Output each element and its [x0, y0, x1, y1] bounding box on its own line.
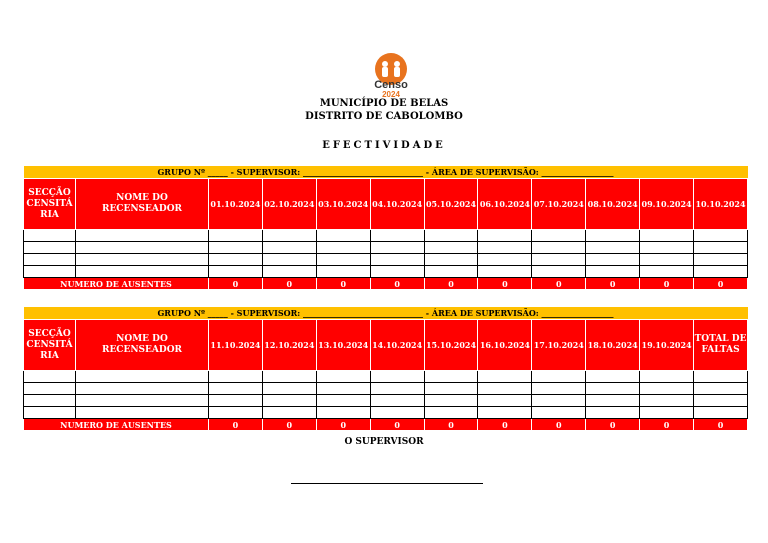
column-header-name: NOME DO RECENSEADOR: [76, 320, 209, 371]
table-row: [24, 254, 748, 266]
table-row: [24, 407, 748, 419]
total-absent-count: 0: [694, 419, 748, 431]
table-row: [24, 266, 748, 278]
absent-count: 0: [370, 419, 424, 431]
absent-count: 0: [424, 278, 478, 290]
table-row: [24, 395, 748, 407]
logo-year: 2024: [382, 90, 400, 98]
table-row: [24, 242, 748, 254]
supervisor-label: O SUPERVISOR: [344, 437, 424, 447]
table-row: [24, 371, 748, 383]
effectiveness-table-1: [23, 166, 748, 290]
header-row: [24, 320, 748, 371]
district-heading: DISTRITO DE CABOLOMBO: [305, 111, 463, 122]
column-header-date: 03.10.2024: [316, 179, 370, 230]
column-header-name: NOME DO RECENSEADOR: [76, 179, 209, 230]
absent-count: 0: [694, 278, 748, 290]
absent-count: 0: [640, 278, 694, 290]
absent-count: 0: [316, 419, 370, 431]
absent-row: [24, 419, 748, 431]
absent-count: 0: [316, 278, 370, 290]
group-line: GRUPO Nº _____ - SUPERVISOR: ______________________________ - ÁREA DE SUPERVISÃO: __________________: [24, 166, 748, 179]
column-header-date: 19.10.2024: [640, 320, 694, 371]
column-header-date: 04.10.2024: [370, 179, 424, 230]
absent-count: 0: [262, 278, 316, 290]
column-header-date: 12.10.2024: [262, 320, 316, 371]
absent-count: 0: [532, 278, 586, 290]
column-header-date: 11.10.2024: [209, 320, 263, 371]
absent-count: 0: [209, 278, 263, 290]
absent-count: 0: [424, 419, 478, 431]
absent-row: [24, 278, 748, 290]
column-header-date: 08.10.2024: [586, 179, 640, 230]
column-header-total: TOTAL DE FALTAS: [694, 320, 748, 371]
column-header-date: 16.10.2024: [478, 320, 532, 371]
header-row: [24, 179, 748, 230]
column-header-date: 05.10.2024: [424, 179, 478, 230]
censo-2024-logo: [368, 52, 414, 98]
page-title: EFECTIVIDADE: [322, 140, 446, 151]
absent-count: 0: [209, 419, 263, 431]
column-header-date: 18.10.2024: [586, 320, 640, 371]
column-header-date: 15.10.2024: [424, 320, 478, 371]
column-header-section: SECÇÃO CENSITÁ RIA: [24, 320, 76, 371]
column-header-date: 14.10.2024: [370, 320, 424, 371]
table-row: [24, 230, 748, 242]
column-header-date: 09.10.2024: [640, 179, 694, 230]
column-header-section: SECÇÃO CENSITÁ RIA: [24, 179, 76, 230]
column-header-date: 02.10.2024: [262, 179, 316, 230]
absent-count: 0: [478, 278, 532, 290]
absent-label: NUMERO DE AUSENTES: [24, 278, 209, 290]
table-row: [24, 383, 748, 395]
absent-count: 0: [640, 419, 694, 431]
absent-count: 0: [370, 278, 424, 290]
absent-count: 0: [586, 419, 640, 431]
column-header-date: 10.10.2024: [694, 179, 748, 230]
group-line: GRUPO Nº _____ - SUPERVISOR: ______________________________ - ÁREA DE SUPERVISÃO: __________________: [24, 307, 748, 320]
column-header-date: 13.10.2024: [316, 320, 370, 371]
column-header-date: 17.10.2024: [532, 320, 586, 371]
absent-count: 0: [262, 419, 316, 431]
signature-line: [291, 483, 483, 484]
column-header-date: 07.10.2024: [532, 179, 586, 230]
absent-count: 0: [478, 419, 532, 431]
municipality-heading: MUNICÍPIO DE BELAS: [319, 98, 449, 109]
absent-count: 0: [532, 419, 586, 431]
effectiveness-table-2: [23, 307, 748, 431]
absent-count: 0: [586, 278, 640, 290]
column-header-date: 06.10.2024: [478, 179, 532, 230]
logo-text: Censo: [374, 79, 408, 91]
column-header-date: 01.10.2024: [209, 179, 263, 230]
absent-label: NUMERO DE AUSENTES: [24, 419, 209, 431]
